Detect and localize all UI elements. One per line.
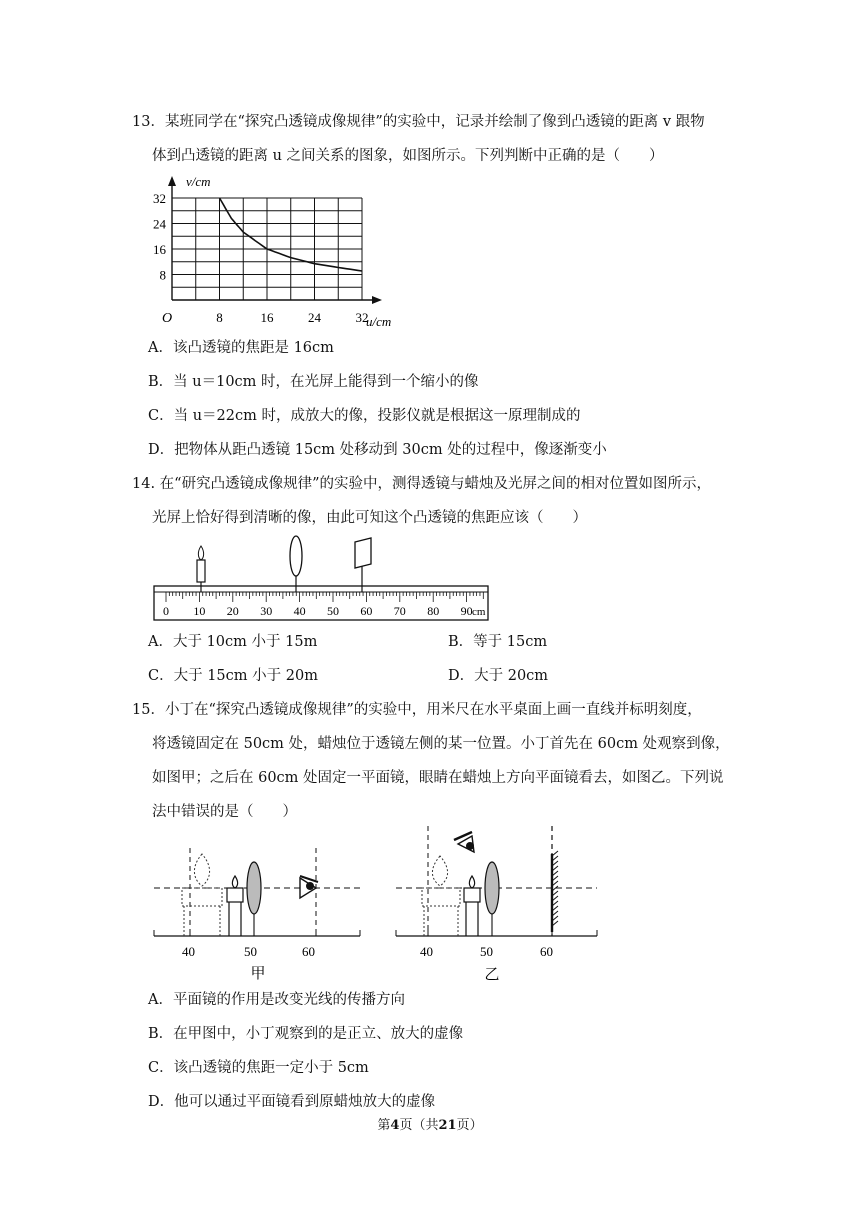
q15-option-b: B．在甲图中，小丁观察到的是正立、放大的虚像	[148, 1026, 464, 1042]
footer-mid: 页（共	[399, 1118, 439, 1133]
x-axis-label: u/cm	[366, 314, 392, 329]
y-tick-label: 32	[153, 191, 166, 206]
x-axis-arrow	[372, 296, 382, 304]
ruler-label: 60	[360, 604, 373, 618]
footer-total-pages: 21	[438, 1118, 457, 1133]
ruler-label: 10	[193, 604, 206, 618]
footer-suffix: 页）	[456, 1118, 483, 1133]
x-tick-label: 32	[355, 310, 369, 325]
virtual-image-icon	[422, 856, 460, 936]
q15-figure-yi	[392, 822, 602, 982]
x-tick-label: 24	[308, 310, 321, 325]
q14-stem-line1: 14. 在“研究凸透镜成像规律”的实验中，测得透镜与蜡烛及光屏之间的相对位置如图所示，	[132, 476, 711, 492]
y-tick-label: 16	[153, 242, 166, 257]
q13-stem-line1: 13．某班同学在“探究凸透镜成像规律”的实验中，记录并绘制了像到凸透镜的距离 v 跟物	[132, 114, 705, 130]
convex-lens-icon	[290, 536, 302, 592]
ruler-label: 20	[226, 604, 239, 618]
label-60: 60	[302, 944, 315, 959]
light-screen-icon	[355, 538, 371, 592]
ruler-label: 50	[327, 604, 339, 618]
q15-stem-line3: 如图甲；之后在 60cm 处固定一平面镜，眼睛在蜡烛上方向平面镜看去，如图乙。下列说	[152, 770, 724, 786]
ruler-label: 90	[460, 604, 473, 618]
ruler-label: 0	[163, 604, 169, 618]
eye-icon	[454, 832, 474, 852]
q14-option-b: B．等于 15cm	[448, 634, 548, 650]
y-axis-arrow	[168, 176, 176, 186]
q14-optical-bench	[150, 534, 495, 624]
label-40: 40	[420, 944, 433, 959]
ruler-label: 80	[427, 604, 440, 618]
y-axis-label: v/cm	[186, 174, 211, 189]
q15-option-a: A．平面镜的作用是改变光线的传播方向	[148, 992, 405, 1008]
q15-figure-jia	[150, 838, 365, 983]
q15-stem-line1: 15．小丁在“探究凸透镜成像规律”的实验中，用米尺在水平桌面上画一直线并标明刻度，	[132, 702, 702, 718]
q13-stem-line2: 体到凸透镜的距离 u 之间关系的图象，如图所示。下列判断中正确的是（ ）	[152, 148, 664, 164]
eye-icon	[300, 876, 318, 898]
candle-icon	[197, 546, 205, 592]
q14-option-d: D．大于 20cm	[448, 668, 549, 684]
ruler-label: 70	[393, 604, 406, 618]
ruler-label: 40	[293, 604, 306, 618]
caption-jia: 甲	[250, 966, 266, 982]
q13-option-d: D．把物体从距凸透镜 15cm 处移动到 30cm 处的过程中，像逐渐变小	[148, 442, 607, 458]
label-50: 50	[480, 944, 493, 959]
convex-lens-icon	[247, 862, 261, 936]
q13-option-a: A．该凸透镜的焦距是 16cm	[148, 340, 334, 356]
convex-lens-icon	[485, 862, 499, 936]
ruler-label: 30	[260, 604, 273, 618]
footer-prefix: 第	[377, 1118, 391, 1133]
q15-option-d: D．他可以通过平面镜看到原蜡烛放大的虚像	[148, 1094, 436, 1110]
q14-stem-line2: 光屏上恰好得到清晰的像，由此可知这个凸透镜的焦距应该（ ）	[152, 510, 587, 526]
footer-page-number: 4	[390, 1118, 400, 1133]
origin-label: O	[162, 311, 173, 326]
x-tick-label: 16	[260, 310, 274, 325]
label-50: 50	[244, 944, 257, 959]
q13-option-c: C．当 u＝22cm 时，成放大的像，投影仪就是根据这一原理制成的	[148, 408, 581, 424]
q14-option-a: A．大于 10cm 小于 15m	[148, 634, 318, 650]
plane-mirror-icon	[552, 826, 558, 936]
y-tick-label: 8	[159, 267, 166, 283]
candle-icon	[227, 876, 243, 936]
caption-yi: 乙	[484, 967, 500, 982]
label-60: 60	[540, 944, 553, 959]
ruler-unit: cm	[472, 606, 486, 618]
label-40: 40	[182, 944, 195, 959]
page-footer	[0, 1114, 860, 1133]
y-tick-label: 24	[153, 216, 166, 232]
x-tick-label: 8	[216, 310, 223, 325]
q15-stem-line4: 法中错误的是（ ）	[152, 804, 297, 820]
virtual-image-icon	[182, 854, 222, 936]
q14-option-c: C．大于 15cm 小于 20m	[148, 668, 318, 684]
q13-option-b: B．当 u＝10cm 时，在光屏上能得到一个缩小的像	[148, 374, 479, 390]
q15-stem-line2: 将透镜固定在 50cm 处，蜡烛位于透镜左侧的某一位置。小丁首先在 60cm 处观察到像，	[152, 736, 730, 752]
q15-option-c: C．该凸透镜的焦距一定小于 5cm	[148, 1060, 369, 1076]
ruler-ticks	[166, 592, 483, 602]
candle-icon	[464, 876, 480, 936]
q13-chart	[150, 172, 400, 337]
